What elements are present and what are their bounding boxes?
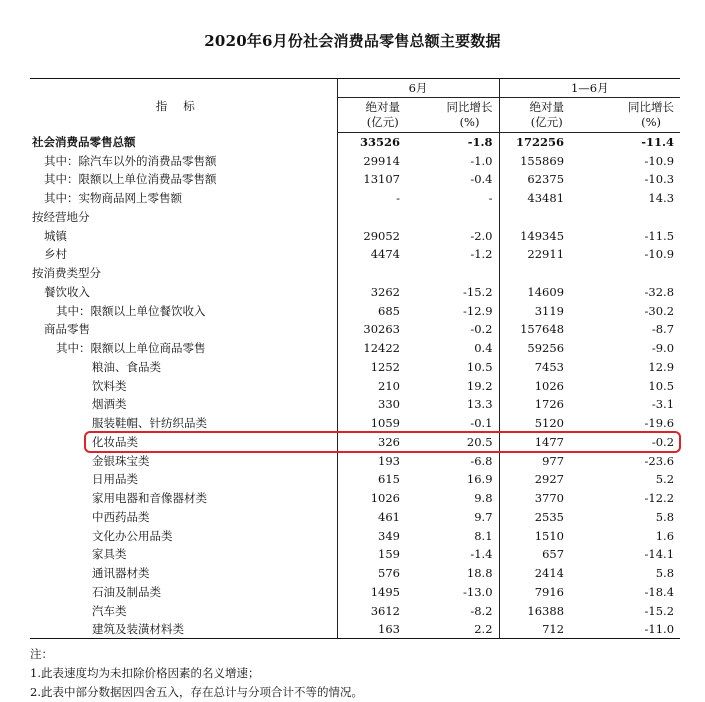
row-label: 商品零售: [30, 320, 337, 339]
h1-yoy-cell: 5.8: [655, 566, 675, 581]
row-label: 粮油、食品类: [30, 358, 337, 377]
june-absolute-cell: 349: [378, 528, 400, 543]
row-label: 金银珠宝类: [30, 451, 337, 470]
row-label: 石油及制品类: [30, 583, 337, 602]
june-yoy-cell: [406, 208, 499, 227]
h1-absolute-cell: 657: [542, 547, 565, 562]
june-absolute-cell: 12422: [363, 341, 400, 356]
h1-absolute-cell: 14609: [527, 284, 565, 299]
h1-absolute-cell: [499, 208, 570, 227]
h1-absolute-cell: 157648: [520, 322, 565, 337]
june-absolute-cell: 13107: [363, 172, 400, 187]
table-row: [30, 583, 680, 602]
table-row: [30, 526, 680, 545]
row-label: 建筑及装潢材料类: [30, 620, 337, 639]
june-yoy-cell: -: [406, 189, 499, 208]
june-absolute-cell: 159: [378, 547, 400, 562]
june-absolute-cell: [337, 208, 406, 227]
june-absolute-cell: 1059: [370, 416, 400, 431]
h1-yoy-cell: -11.4: [641, 135, 675, 150]
june-yoy-cell: -1.4: [406, 545, 499, 564]
h1-yoy-cell: -9.0: [651, 341, 675, 356]
h1-absolute-cell: 155869: [520, 153, 565, 168]
h1-absolute-cell: 22911: [527, 247, 565, 262]
h1-absolute-cell: 2414: [534, 566, 565, 581]
h1-absolute-cell: 1510: [534, 528, 565, 543]
table-row: [30, 226, 680, 245]
table-row: [30, 489, 680, 508]
h1-yoy-cell: -12.2: [644, 491, 675, 506]
june-absolute-header: 绝对量 (亿元): [337, 98, 406, 133]
june-absolute-cell: 576: [378, 566, 400, 581]
june-yoy-cell: [406, 264, 499, 283]
table-row: [30, 208, 680, 227]
table-row: [30, 151, 680, 170]
june-absolute-cell: 30263: [363, 322, 400, 337]
h1-absolute-cell: 43481: [527, 191, 565, 206]
row-label: 城镇: [30, 226, 337, 245]
june-header: 6月: [337, 79, 499, 98]
row-label: 其中：限额以上单位商品零售: [30, 339, 337, 358]
june-absolute-cell: 615: [378, 472, 400, 487]
row-label: 化妆品类: [30, 433, 337, 452]
june-absolute-cell: 29052: [363, 228, 400, 243]
h1-yoy-cell: -19.6: [644, 416, 675, 431]
table-row: [30, 395, 680, 414]
june-yoy-cell: 16.9: [406, 470, 499, 489]
h1-yoy-cell: -18.4: [644, 584, 675, 599]
june-yoy-cell: -15.2: [406, 283, 499, 302]
h1-absolute-cell: 7453: [534, 359, 565, 374]
h1-absolute-cell: 1477: [534, 434, 565, 449]
h1-yoy-cell: 12.9: [648, 359, 675, 374]
row-label: 餐饮收入: [30, 283, 337, 302]
h1-yoy-cell: 5.2: [655, 472, 675, 487]
h1-absolute-cell: [499, 264, 570, 283]
june-absolute-cell: 326: [378, 434, 400, 449]
table-row: [30, 339, 680, 358]
h1-yoy-cell: -23.6: [644, 453, 675, 468]
table-row: [30, 508, 680, 527]
row-label: 文化办公用品类: [30, 526, 337, 545]
june-yoy-cell: -13.0: [406, 583, 499, 602]
h1-absolute-cell: 3119: [534, 303, 565, 318]
row-label: 其中：限额以上单位餐饮收入: [30, 301, 337, 320]
h1-yoy-cell: -10.9: [644, 247, 675, 262]
h1-yoy-cell: [570, 208, 680, 227]
table-row: [30, 545, 680, 564]
row-label: 家用电器和音像器材类: [30, 489, 337, 508]
june-yoy-cell: 9.8: [406, 489, 499, 508]
jan-june-header: 1—6月: [499, 79, 680, 98]
june-absolute-cell: 33526: [359, 135, 400, 150]
june-absolute-cell: 1495: [370, 584, 400, 599]
row-label: 其中：实物商品网上零售额: [30, 189, 337, 208]
june-yoy-cell: -0.1: [406, 414, 499, 433]
page-title: 2020年6月份社会消费品零售总额主要数据: [204, 32, 501, 50]
row-label: 其中：除汽车以外的消费品零售额: [30, 151, 337, 170]
row-label: 汽车类: [30, 601, 337, 620]
june-yoy-cell: -1.2: [406, 245, 499, 264]
h1-absolute-cell: 1726: [534, 397, 565, 412]
june-absolute-cell: 1026: [370, 491, 400, 506]
table-row: [30, 358, 680, 377]
h1-yoy-cell: -8.7: [651, 322, 675, 337]
h1-absolute-cell: 59256: [527, 341, 565, 356]
table-row: [30, 320, 680, 339]
retail-sales-table: [30, 78, 680, 639]
h1-yoy-cell: 5.8: [655, 509, 675, 524]
table-row: [30, 283, 680, 302]
highlight-box: [84, 431, 681, 454]
row-label: 其中：限额以上单位消费品零售额: [30, 170, 337, 189]
h1-yoy-cell: 10.5: [648, 378, 675, 393]
h1-absolute-cell: 2535: [534, 509, 565, 524]
table-row: [30, 301, 680, 320]
june-yoy-cell: 19.2: [406, 376, 499, 395]
h1-absolute-header: 绝对量 (亿元): [499, 98, 570, 133]
june-absolute-cell: [337, 264, 406, 283]
june-yoy-cell: -0.4: [406, 170, 499, 189]
indicator-header: 指标: [30, 79, 337, 133]
table-row: [30, 414, 680, 433]
h1-yoy-cell: [570, 264, 680, 283]
table-row: [30, 620, 680, 639]
h1-yoy-cell: -3.1: [651, 397, 675, 412]
june-absolute-cell: 461: [378, 509, 400, 524]
h1-yoy-cell: -10.3: [644, 172, 675, 187]
h1-absolute-cell: 7916: [534, 584, 565, 599]
h1-yoy-header: 同比增长 (%): [570, 98, 680, 133]
h1-absolute-cell: 149345: [520, 228, 565, 243]
june-yoy-cell: 0.4: [406, 339, 499, 358]
june-absolute-cell: 3612: [370, 603, 400, 618]
june-absolute-cell: 330: [378, 397, 400, 412]
june-yoy-cell: -6.8: [406, 451, 499, 470]
june-absolute-cell: 685: [378, 303, 400, 318]
row-label: 通讯器材类: [30, 564, 337, 583]
h1-yoy-cell: -32.8: [644, 284, 675, 299]
row-label: 烟酒类: [30, 395, 337, 414]
h1-yoy-cell: -11.5: [644, 228, 675, 243]
row-label: 中西药品类: [30, 508, 337, 527]
june-yoy-cell: 10.5: [406, 358, 499, 377]
june-absolute-cell: 193: [378, 453, 400, 468]
h1-absolute-cell: 5120: [534, 416, 565, 431]
june-yoy-cell: 18.8: [406, 564, 499, 583]
row-label: 服装鞋帽、针纺织品类: [30, 414, 337, 433]
h1-yoy-cell: -14.1: [644, 547, 675, 562]
row-label: 饮料类: [30, 376, 337, 395]
june-yoy-cell: -2.0: [406, 226, 499, 245]
june-yoy-header: 同比增长 (%): [406, 98, 499, 133]
h1-yoy-cell: -30.2: [644, 303, 675, 318]
june-yoy-cell: 13.3: [406, 395, 499, 414]
table-row: [30, 451, 680, 470]
table-row: [30, 133, 680, 152]
table-body: [30, 133, 680, 639]
table-row: [30, 170, 680, 189]
row-label: 家具类: [30, 545, 337, 564]
h1-yoy-cell: 14.3: [648, 191, 675, 206]
row-label: 按消费类型分: [30, 264, 337, 283]
h1-absolute-cell: 977: [542, 453, 565, 468]
h1-absolute-cell: 62375: [527, 172, 565, 187]
h1-absolute-cell: 1026: [534, 378, 565, 393]
h1-absolute-cell: 712: [499, 620, 570, 639]
table-row: [30, 376, 680, 395]
row-label: 乡村: [30, 245, 337, 264]
notes-heading: 注：: [30, 647, 53, 661]
june-yoy-cell: 9.7: [406, 508, 499, 527]
h1-yoy-cell: -10.9: [644, 153, 675, 168]
table-row: [30, 601, 680, 620]
row-label: 按经营地分: [30, 208, 337, 227]
h1-yoy-cell: -15.2: [644, 603, 675, 618]
june-absolute-cell: 3262: [370, 284, 400, 299]
h1-absolute-cell: 2927: [534, 472, 565, 487]
h1-yoy-cell: -11.0: [570, 620, 680, 639]
june-yoy-cell: 8.1: [406, 526, 499, 545]
june-yoy-cell: -12.9: [406, 301, 499, 320]
june-absolute-cell: 1252: [370, 359, 400, 374]
note-item: 1.此表速度均为未扣除价格因素的名义增速；: [30, 666, 260, 680]
h1-absolute-cell: 172256: [516, 135, 565, 150]
june-absolute-cell: 210: [378, 378, 400, 393]
june-absolute-cell: -: [396, 191, 400, 206]
june-yoy-cell: 2.2: [406, 620, 499, 639]
june-absolute-cell: 163: [337, 620, 406, 639]
table-row: [30, 470, 680, 489]
june-yoy-cell: -8.2: [406, 601, 499, 620]
june-yoy-cell: -1.0: [406, 151, 499, 170]
table-row: [30, 189, 680, 208]
table-row: [30, 264, 680, 283]
june-yoy-cell: -0.2: [406, 320, 499, 339]
june-yoy-cell: -1.8: [406, 133, 499, 152]
table-row: [30, 245, 680, 264]
june-absolute-cell: 4474: [370, 247, 400, 262]
h1-yoy-cell: -0.2: [651, 434, 675, 449]
row-label: 社会消费品零售总额: [30, 133, 337, 152]
table-row: [30, 564, 680, 583]
june-yoy-cell: 20.5: [406, 433, 499, 452]
row-label: 日用品类: [30, 470, 337, 489]
june-absolute-cell: 29914: [363, 153, 400, 168]
h1-absolute-cell: 3770: [534, 491, 565, 506]
h1-absolute-cell: 16388: [527, 603, 565, 618]
h1-yoy-cell: 1.6: [655, 528, 675, 543]
note-item: 2.此表中部分数据因四舍五入，存在总计与分项合计不等的情况。: [30, 685, 363, 699]
notes: [30, 645, 363, 702]
